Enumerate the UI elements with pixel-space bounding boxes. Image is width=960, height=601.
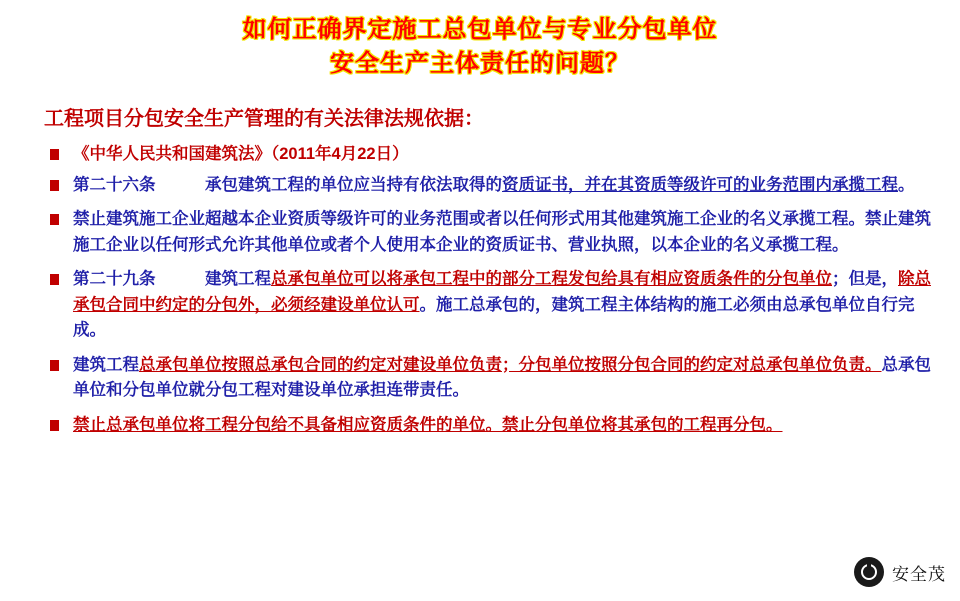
list-item [44, 267, 932, 344]
text-segment: 。施工总承包的，建筑工程主体结构的施工必须由总承包单位自行完成。 [73, 295, 915, 339]
bullet-content-article-26-2 [73, 207, 932, 258]
text-segment: 资质证书，并在其资质等级许可的业务范围内承揽工程 [502, 175, 898, 194]
text-segment: 《中华人民共和国建筑法》（2011年4月22日） [73, 145, 409, 163]
text-segment: 总承包单位和分包单位就分包工程对建设单位承担连带责任。 [73, 355, 931, 399]
list-item [44, 173, 932, 199]
text-segment: 禁止建筑施工企业超越本企业资质等级许可的业务范围或者以任何形式用其他建筑施工企业的名义承揽工程。禁止建筑施工企业以任何形式允许其他单位或者个人使用本企业的资质证书、营业执照，以本企业的名义承揽工程。 [73, 210, 931, 254]
text-segment: 禁止总承包单位将工程分包给不具备相应资质条件的单位。禁止分包单位将其承包的工程再分包。 [73, 415, 783, 434]
bullet-content-article-26 [73, 173, 932, 199]
list-item [44, 413, 932, 439]
slide-title [0, 0, 960, 81]
list-item [44, 353, 932, 404]
text-segment: 除总承包合同中约定的分包外，必须经建设单位认可 [73, 270, 931, 314]
bullet-marker-icon [50, 214, 59, 225]
title-line-2: 安全生产主体责任的问题？ [330, 50, 630, 77]
text-segment: 第二十六条 [73, 175, 156, 194]
bullet-marker-icon [50, 180, 59, 191]
text-segment: 建筑工程 [73, 355, 139, 374]
text-segment: 承包建筑工程的单位应当持有依法取得的 [155, 175, 502, 194]
list-item [44, 142, 932, 168]
bullet-marker-icon [50, 360, 59, 371]
shield-circle-icon [854, 557, 884, 587]
bullet-marker-icon [50, 274, 59, 285]
list-item [44, 207, 932, 258]
text-segment: 。 [898, 175, 915, 194]
bullet-marker-icon [50, 149, 59, 160]
bullet-content-article-29-2 [73, 353, 932, 404]
bullet-content-law-source [73, 142, 932, 168]
text-segment: 建筑工程 [155, 270, 271, 288]
bullet-content-article-29-3 [73, 413, 932, 439]
text-segment: 第二十九条 [73, 270, 156, 288]
bullet-content-article-29 [73, 267, 932, 344]
text-segment: 总承包单位可以将承包工程中的部分工程发包给具有相应资质条件的分包单位 [271, 270, 832, 288]
section-heading: 工程项目分包安全生产管理的有关法律法规依据： [44, 108, 484, 130]
text-segment: ；但是， [832, 270, 898, 288]
title-line-1: 如何正确界定施工总包单位与专业分包单位 [242, 16, 718, 43]
text-segment: 总承包单位按照总承包合同的约定对建设单位负责；分包单位按照分包合同的约定对总承包单位负责。 [139, 355, 882, 374]
logo-label: 安全茂 [892, 564, 946, 584]
watermark-logo [854, 557, 946, 587]
slide-body [0, 105, 960, 438]
bullet-marker-icon [50, 420, 59, 431]
